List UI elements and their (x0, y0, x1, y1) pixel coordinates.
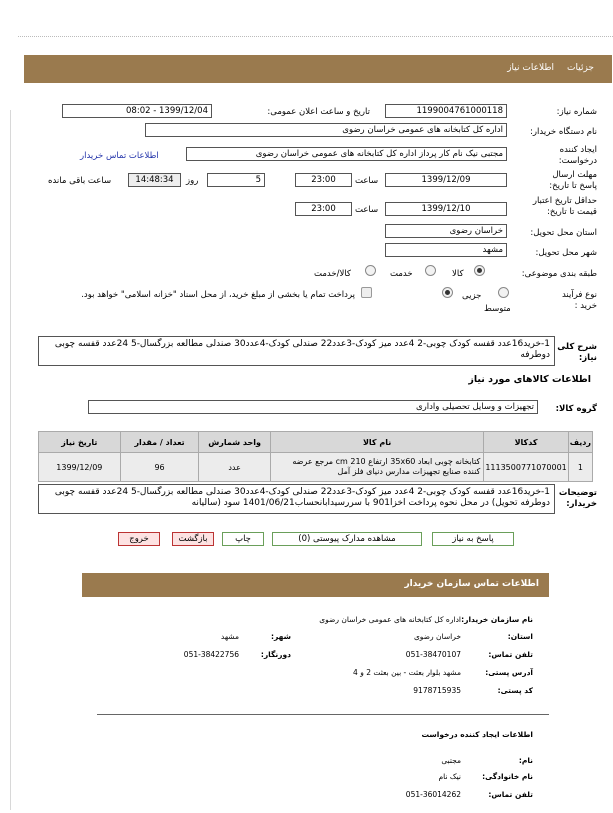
row-date: 1399/12/09 (39, 453, 121, 482)
contact-org-label: نام سازمان خریدار: (461, 615, 533, 624)
remaining-time-label: ساعت باقی مانده (48, 176, 112, 186)
contact-fax: 051-38422756 (183, 650, 239, 659)
days-field[interactable]: 5 (207, 173, 265, 187)
row-code: 1113500771070001 (484, 453, 568, 482)
deadline-time-field[interactable]: 23:00 (295, 173, 352, 187)
creator-name-label: نام: (518, 756, 533, 765)
table-row[interactable] (39, 453, 593, 482)
contact-address: مشهد بلوار بعثت - بین بعثت 2 و 4 (353, 668, 461, 677)
category-both-radio[interactable] (365, 265, 376, 276)
process-partial-radio[interactable] (442, 287, 453, 298)
deadline-time-label: ساعت (355, 176, 379, 186)
announce-label: تاریخ و ساعت اعلان عمومی: (267, 107, 370, 117)
summary-box: 1-خرید16عدد قفسه کودک چوبی-2 4عدد میز کودک-3عدد22 صندلی کودک-4عدد30 صندلی مطالعه بزرگسال-5 24عدد قفسه چوبی دوطرفه (38, 336, 555, 366)
row-qty: 96 (120, 453, 199, 482)
back-button[interactable]: بازگشت (172, 532, 214, 546)
process-partial-label: جزیی (462, 291, 482, 301)
contact-province-label: استان: (507, 632, 533, 641)
goods-table (38, 431, 593, 482)
col-qty: تعداد / مقدار (120, 432, 199, 453)
category-goods-radio[interactable] (474, 265, 485, 276)
category-goods-label: کالا (452, 269, 464, 279)
need-info-tab[interactable]: اطلاعات نیاز (507, 63, 554, 73)
contact-phone-label: تلفن تماس: (488, 650, 533, 659)
col-name: نام کالا (270, 432, 483, 453)
creator-info-title: اطلاعات ایجاد کننده درخواست (421, 730, 533, 739)
province-field[interactable]: خراسان رضوی (385, 224, 507, 238)
contact-postal-label: کد پستی: (497, 686, 533, 695)
section-separator (97, 714, 549, 715)
creator-phone-label: تلفن تماس: (488, 790, 533, 799)
payment-treasury-checkbox[interactable] (361, 287, 372, 298)
remaining-time-field: 14:48:34 (128, 173, 181, 187)
contact-fax-label: دورنگار: (260, 650, 291, 659)
contact-phone: 051-38470107 (405, 650, 461, 659)
contact-header (82, 573, 549, 597)
row-name: کتابخانه چوبی ابعاد 35x60 ارتفاع 210 cm مرجع عرضه کننده صنایع تجهیزات مدارس دنیای فلز آمل (270, 453, 483, 482)
creator-field[interactable]: مجتبی نیک نام کار پرداز اداره کل کتابخانه های عمومی خراسان رضوی (186, 147, 507, 161)
row-unit: عدد (199, 453, 270, 482)
process-medium-label: متوسط (484, 304, 511, 314)
process-label: نوع فرآیند خرید : (561, 290, 597, 311)
need-number-field[interactable]: 1199004761000118 (385, 104, 507, 118)
col-unit: واحد شمارش (199, 432, 270, 453)
days-label: روز (186, 176, 199, 186)
buyer-org-label: نام دستگاه خریدار: (530, 127, 597, 137)
goods-title: اطلاعات کالاهای مورد نیاز (468, 374, 591, 385)
contact-org: اداره کل کتابخانه های عمومی خراسان رضوی (319, 615, 461, 624)
left-border (10, 110, 11, 810)
creator-family: نیک نام (438, 772, 461, 781)
creator-family-label: نام خانوادگی: (482, 772, 533, 781)
print-button[interactable]: چاپ (222, 532, 264, 546)
category-label: طبقه بندی موضوعی: (521, 269, 597, 279)
process-medium-radio[interactable] (498, 287, 509, 298)
need-number-label: شماره نیاز: (556, 107, 597, 117)
col-code: کدکالا (484, 432, 568, 453)
category-service-label: خدمت (390, 269, 413, 279)
payment-note: پرداخت تمام یا بخشی از مبلغ خرید، از محل اسناد "خزانه اسلامی" خواهد بود. (81, 290, 355, 300)
buyer-org-field[interactable]: اداره کل کتابخانه های عمومی خراسان رضوی (145, 123, 507, 137)
buyer-contact-link[interactable]: اطلاعات تماس خریدار (80, 151, 159, 161)
creator-phone: 051-36014262 (405, 790, 461, 799)
validity-label: حداقل تاریخ اعتبار قیمت تا تاریخ: (532, 196, 597, 217)
city-label: شهر محل تحویل: (535, 248, 597, 258)
notes-box: 1-خرید16عدد قفسه کودک چوبی-2 4عدد میز کودک-3عدد22 صندلی کودک-4عدد30 صندلی مطالعه بزرگسال-5 24عدد قفسه چوبی دوطرفه تحویل) در محل نحوه پرداخت اخزا901 با سررسیدابانحساب1401/06/21 سود (سالیانه (38, 484, 555, 514)
validity-time-label: ساعت (355, 205, 379, 215)
notes-label: توضیحات خریدار: (558, 488, 597, 509)
category-service-radio[interactable] (425, 265, 436, 276)
deadline-date-field[interactable]: 1399/12/09 (385, 173, 507, 187)
details-tab[interactable]: جزئیات (567, 63, 594, 73)
creator-label: ایجاد کننده درخواست: (558, 145, 597, 166)
contact-title: اطلاعات تماس سازمان خریدار (404, 579, 539, 589)
category-both-label: کالا/خدمت (314, 269, 351, 279)
province-label: استان محل تحویل: (530, 228, 597, 238)
summary-label: شرح کلی نیاز: (557, 342, 597, 363)
contact-postal: 9178715935 (413, 686, 461, 695)
exit-button[interactable]: خروج (118, 532, 160, 546)
contact-province: خراسان رضوی (413, 632, 461, 641)
goods-group-label: گروه کالا: (555, 404, 597, 414)
contact-city-label: شهر: (271, 632, 291, 641)
creator-name: مجتبی (441, 756, 461, 765)
city-field[interactable]: مشهد (385, 243, 507, 257)
top-divider (18, 36, 613, 37)
row-index: 1 (568, 453, 592, 482)
header-bar (24, 55, 612, 83)
announce-field[interactable]: 1399/12/04 - 08:02 (62, 104, 212, 118)
respond-button[interactable]: پاسخ به نیاز (432, 532, 514, 546)
attachments-button[interactable]: مشاهده مدارک پیوستی (0) (272, 532, 422, 546)
col-index: ردیف (568, 432, 592, 453)
col-date: تاریخ نیاز (39, 432, 121, 453)
validity-date-field[interactable]: 1399/12/10 (385, 202, 507, 216)
contact-city: مشهد (220, 632, 239, 641)
validity-time-field[interactable]: 23:00 (295, 202, 352, 216)
deadline-label: مهلت ارسال پاسخ تا تاریخ: (549, 170, 597, 191)
goods-group-field[interactable]: تجهیزات و وسایل تحصیلی واداری (88, 400, 538, 414)
contact-address-label: آدرس پستی: (485, 668, 533, 677)
